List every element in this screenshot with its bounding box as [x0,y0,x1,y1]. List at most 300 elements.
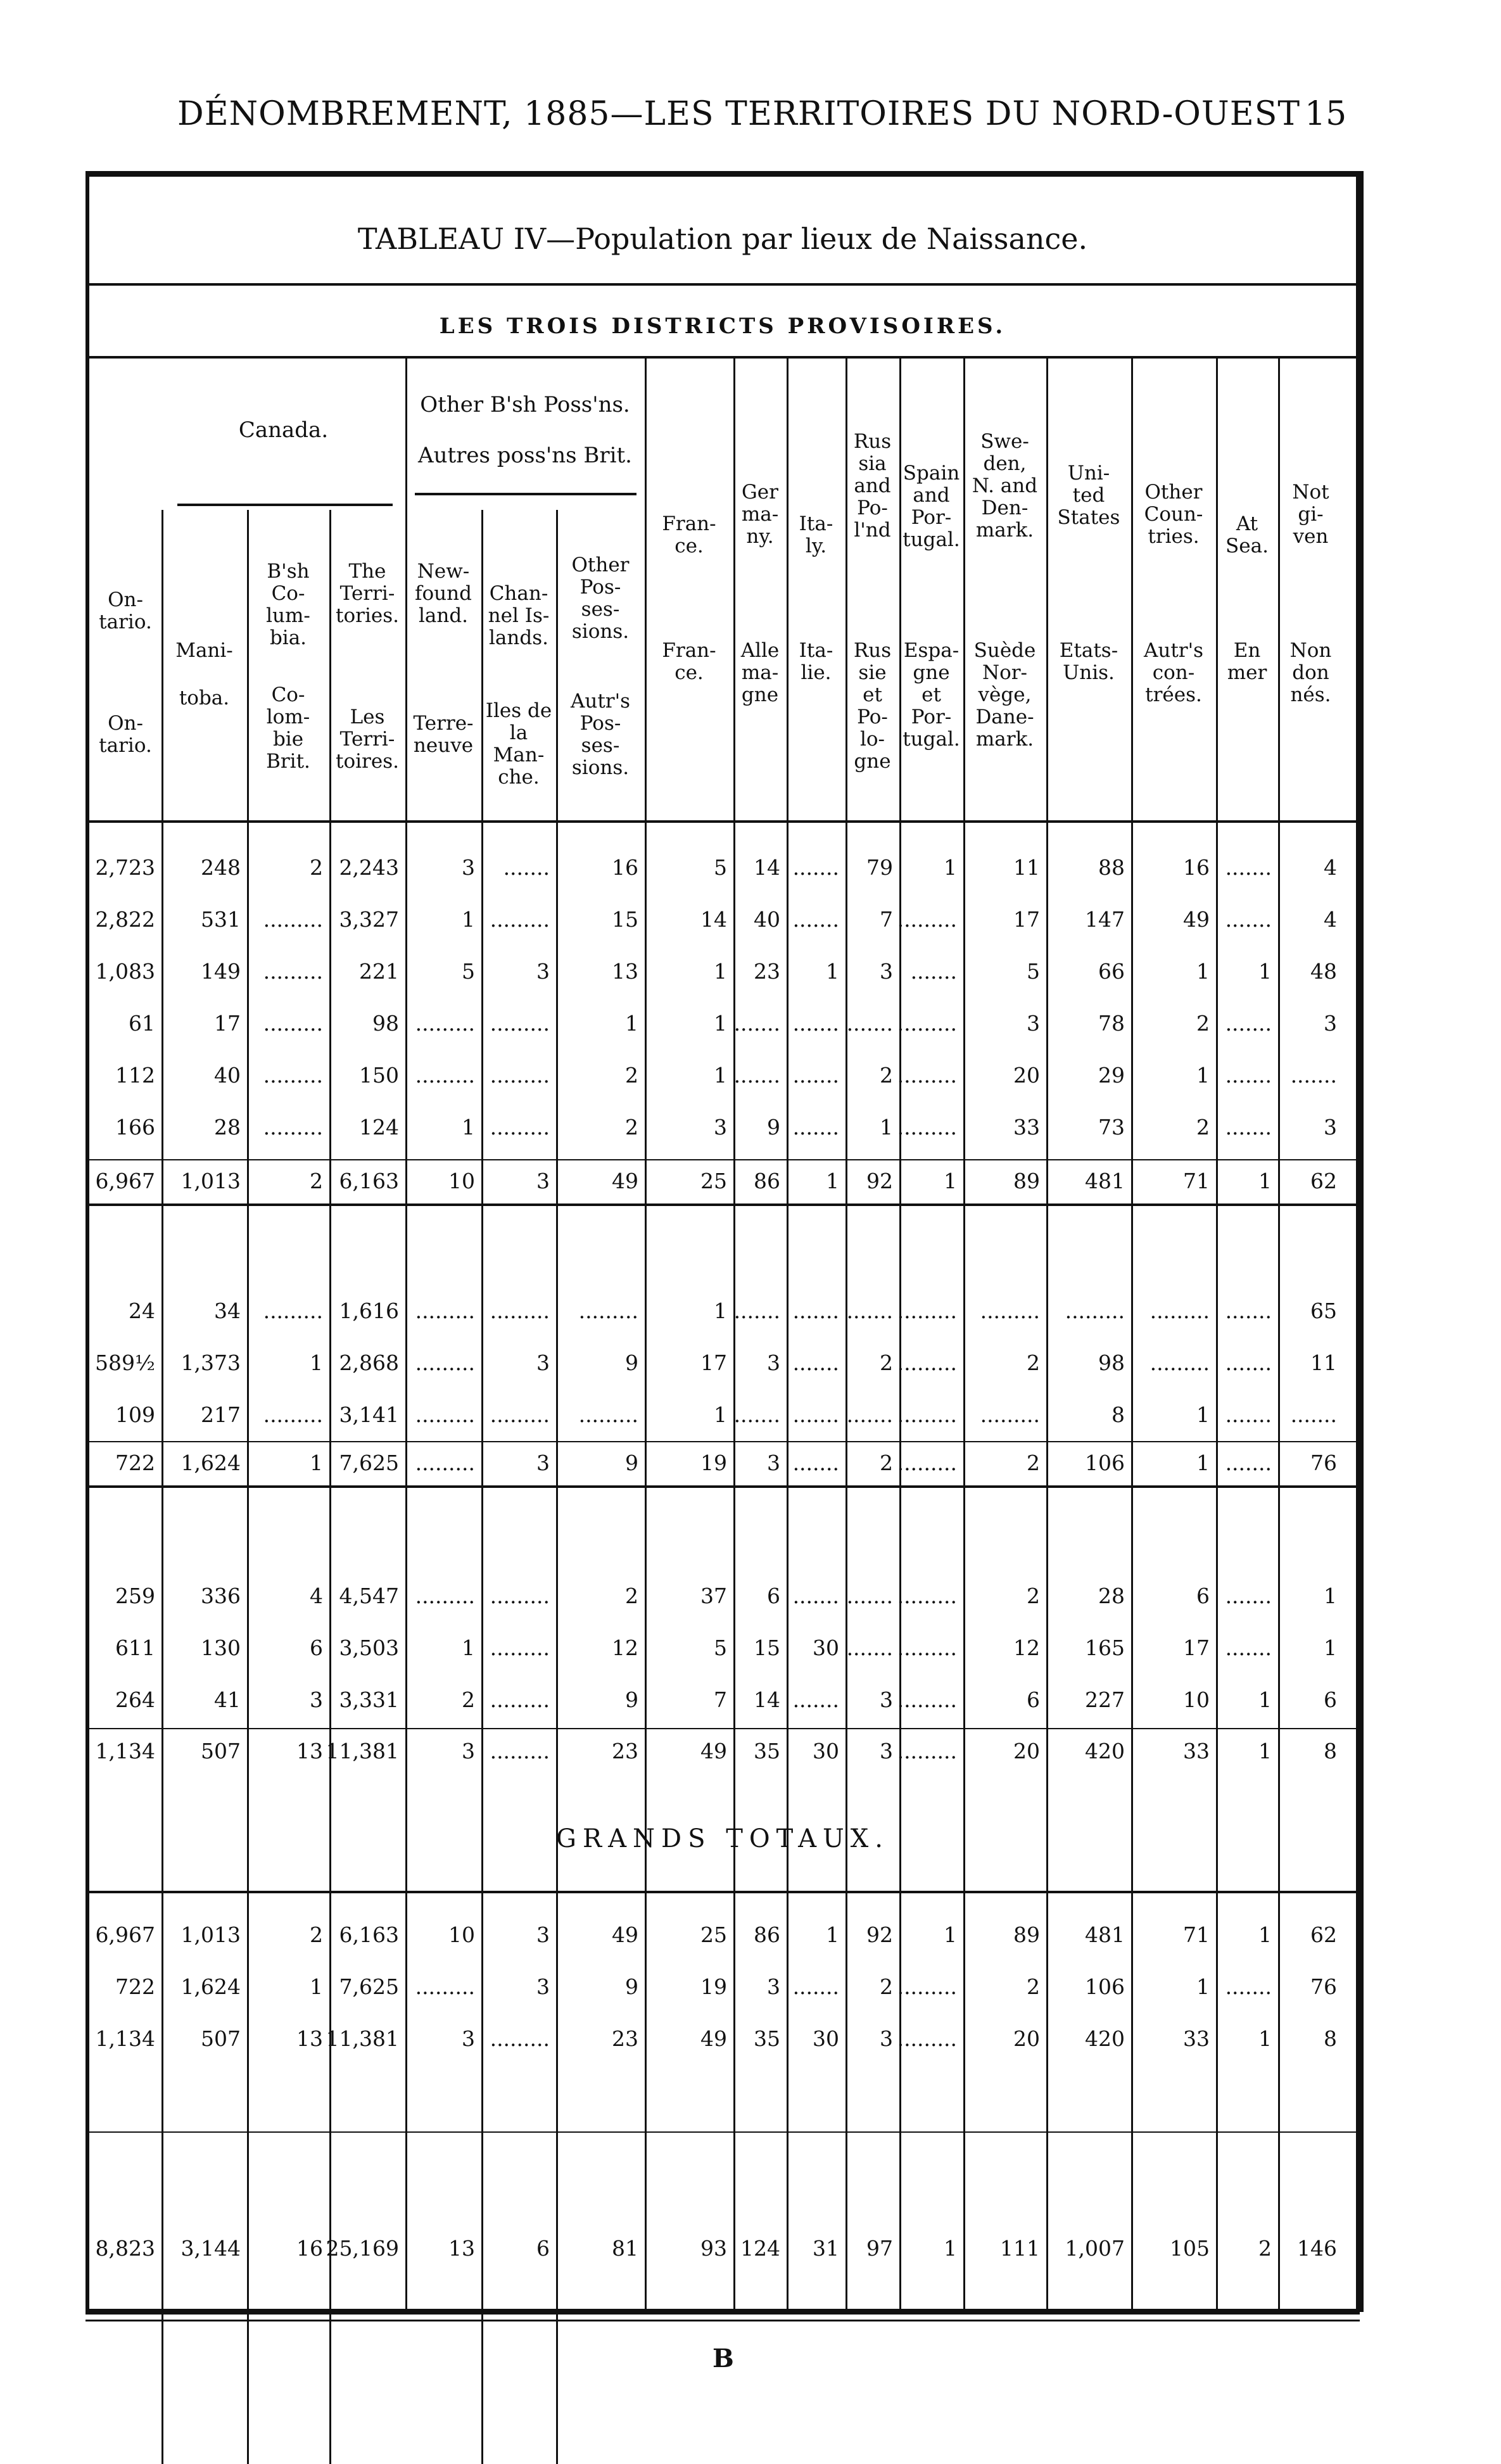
table-cell: 10 [1183,1687,1210,1712]
table-cell: 5 [462,959,475,984]
table-cell: 2 [310,1169,323,1193]
table-cell: 35 [754,2026,780,2051]
table-cell: 420 [1085,1739,1125,1763]
table-cell: 15 [612,907,638,932]
table-cell: 3,144 [180,2236,241,2261]
table-cell: ......... [980,1402,1040,1427]
table-cell: ......... [490,907,550,932]
table-cell: ....... [792,1584,839,1608]
table-cell: 7 [714,1687,727,1712]
table-cell: 2 [462,1687,475,1712]
table-cell: 88 [1098,855,1125,880]
table-cell: 28 [214,1115,241,1140]
table-cell: 25 [700,1169,727,1193]
table-cell: 2 [310,1922,323,1947]
table-cell: ....... [846,1584,893,1608]
table-cell: 12 [612,1635,638,1660]
column-header-en: Spain and Por- tugal. [902,462,960,551]
column-divider [1046,359,1048,2313]
page-header [0,95,1501,146]
table-cell: 4,547 [339,1584,399,1608]
table-cell: ......... [263,1299,323,1323]
table-cell: 1 [944,855,957,880]
table-cell: ......... [1065,1299,1125,1323]
table-cell: 2 [1027,1350,1040,1375]
table-cell: 3 [536,1350,550,1375]
table-cell: 2 [310,855,323,880]
table-cell: 11 [1310,1350,1337,1375]
column-header-fr: En mer [1227,639,1267,684]
table-cell: ......... [1150,1299,1210,1323]
column-header-en: Chan- nel Is- lands. [488,582,550,649]
table-cell: 2 [880,1350,893,1375]
table-cell: 30 [813,1739,839,1763]
table-cell: 9 [625,1687,638,1712]
table-cell: ....... [792,1974,839,1999]
table-cell: ....... [792,907,839,932]
table-cell: 98 [372,1011,399,1036]
table-cell: 264 [115,1687,155,1712]
table-cell: 30 [813,1635,839,1660]
table-cell: 6,163 [339,1922,399,1947]
table-cell: 92 [866,1922,893,1947]
table-cell: ......... [490,1299,550,1323]
table-cell: 2 [1027,1974,1040,1999]
table-cell: ......... [415,1063,475,1088]
column-divider [645,359,647,2313]
bottom-rule-thin [86,2320,1360,2321]
table-cell: ....... [792,1402,839,1427]
horizontal-rule [86,2131,1360,2133]
table-cell: 41 [214,1687,241,1712]
table-cell: 146 [1297,2236,1337,2261]
table-cell: 124 [740,2236,780,2261]
table-cell: ......... [263,907,323,932]
table-cell: 3 [767,1350,780,1375]
table-cell: 1 [1196,1974,1210,1999]
table-cell: ....... [503,855,550,880]
table-cell: ......... [263,1115,323,1140]
table-cell: ......... [263,1011,323,1036]
table-cell: 2 [880,1451,893,1475]
column-header-en: Other Coun- tries. [1144,481,1203,548]
table-cell: ......... [490,2026,550,2051]
table-cell: 92 [866,1169,893,1193]
table-cell: 33 [1183,2026,1210,2051]
table-cell: 166 [115,1115,155,1140]
table-cell: ......... [415,1451,475,1475]
table-cell: ....... [792,1451,839,1475]
table-cell: ......... [490,1584,550,1608]
table-cell: 16 [612,855,638,880]
table-cell: 124 [359,1115,399,1140]
table-cell: 611 [115,1635,155,1660]
table-cell: 2,822 [95,907,155,932]
signature-mark: B [712,2344,734,2373]
table-cell: 14 [754,1687,780,1712]
table-cell: 15 [754,1635,780,1660]
table-cell: 3 [536,959,550,984]
table-cell: 17 [214,1011,241,1036]
table-cell: ....... [1290,1063,1337,1088]
table-cell: ....... [792,1011,839,1036]
table-cell: ......... [897,1974,957,1999]
column-divider [1131,359,1133,2313]
table-cell: 106 [1085,1451,1125,1475]
table-cell: 20 [1013,1739,1040,1763]
table-cell: ....... [846,1011,893,1036]
column-header-fr: Autr's con- trées. [1143,639,1204,706]
table-cell: 589½ [95,1350,155,1375]
table-cell: 1 [1324,1584,1337,1608]
table-cell: 40 [754,907,780,932]
table-cell: 3 [714,1115,727,1140]
table-cell: 3 [536,1974,550,1999]
table-cell: 481 [1085,1169,1125,1193]
title-rule [86,283,1360,286]
table-cell: ....... [733,1063,780,1088]
table-cell: 97 [866,2236,893,2261]
column-divider [1216,359,1218,2313]
table-cell: 49 [612,1922,638,1947]
table-cell: ....... [1225,1350,1272,1375]
table-cell: 248 [201,855,241,880]
table-cell: 481 [1085,1922,1125,1947]
group-canada: Canada. [238,417,329,443]
table-cell: ....... [792,1115,839,1140]
column-header-fr: Rus sie et Po- lo- gne [853,639,892,773]
table-cell: 6 [310,1635,323,1660]
table-cell: ....... [792,1299,839,1323]
table-cell: ....... [792,855,839,880]
table-cell: 33 [1183,1739,1210,1763]
table-cell: 6 [1027,1687,1040,1712]
table-cell: 76 [1310,1451,1337,1475]
table-cell: 4 [1324,855,1337,880]
table-cell: 259 [115,1584,155,1608]
table-cell: 1,134 [95,2026,155,2051]
table-cell: 13 [448,2236,475,2261]
column-header-fr: Les Terri- toires. [336,706,399,773]
table-cell: 217 [201,1402,241,1427]
table-cell: 3 [310,1687,323,1712]
table-cell: 20 [1013,1063,1040,1088]
table-cell: 19 [700,1974,727,1999]
table-cell: ....... [1225,1584,1272,1608]
table-cell: 3 [536,1169,550,1193]
table-cell: 1 [880,1115,893,1140]
column-header-fr: Suède Nor- vège, Dane- mark. [973,639,1036,751]
column-header-en: Mani- [175,639,233,662]
table-cell: 1 [1258,2026,1272,2051]
table-cell: ......... [897,1350,957,1375]
table-cell: 507 [201,1739,241,1763]
table-cell: ......... [980,1299,1040,1323]
column-header-en: Not gi- ven [1292,481,1329,548]
table-cell: 1,007 [1065,2236,1125,2261]
column-header-en: The Terri- tories. [336,560,399,627]
table-cell: 1 [1196,1451,1210,1475]
canada-brace [177,504,393,506]
table-cell: ......... [263,959,323,984]
table-cell: ......... [263,1402,323,1427]
table-cell: 89 [1013,1922,1040,1947]
table-cell: ......... [897,1635,957,1660]
table-cell: 9 [625,1350,638,1375]
table-cell: 23 [612,1739,638,1763]
table-cell: 2 [1196,1011,1210,1036]
table-cell: 65 [1310,1299,1337,1323]
table-cell: 3 [462,1739,475,1763]
column-divider [1278,359,1280,2313]
table-cell: 23 [754,959,780,984]
table-cell: ....... [910,959,957,984]
table-cell: ......... [897,1584,957,1608]
table-cell: 1 [1196,959,1210,984]
table-cell: 6,967 [95,1169,155,1193]
table-cell: 8 [1324,1739,1337,1763]
table-cell: 7,625 [339,1451,399,1475]
column-header-fr: Non don nés. [1289,639,1332,706]
column-divider [846,359,847,2313]
table-cell: 71 [1183,1169,1210,1193]
table-cell: 3 [880,959,893,984]
table-cell: 25,169 [326,2236,399,2261]
table-cell: 1 [1258,1169,1272,1193]
column-header-fr: toba. [179,687,230,709]
column-divider [899,359,901,2313]
table-cell: 61 [129,1011,155,1036]
table-cell: ....... [1225,1115,1272,1140]
table-cell: 14 [700,907,727,932]
column-header-en: New- found land. [415,560,472,627]
table-cell: 86 [754,1922,780,1947]
table-cell: 71 [1183,1922,1210,1947]
table-cell: ......... [490,1739,550,1763]
column-header-en: Swe- den, N. and Den- mark. [972,430,1038,542]
table-cell: 17 [1183,1635,1210,1660]
table-cell: ....... [1225,855,1272,880]
table-cell: ......... [897,1011,957,1036]
table-cell: ....... [846,1635,893,1660]
table-cell: 34 [214,1299,241,1323]
table-cell: 2 [1196,1115,1210,1140]
table-cell: 10 [448,1922,475,1947]
brit-brace [415,493,636,495]
table-cell: 2 [625,1584,638,1608]
bottom-rule [86,2309,1360,2315]
running-title: DÉNOMBREMENT, 1885—LES TERRITOIRES DU NORD-OUEST [177,95,1301,133]
table-cell: 6 [1196,1584,1210,1608]
table-cell: 150 [359,1063,399,1088]
table-cell: 49 [700,2026,727,2051]
table-cell: 49 [612,1169,638,1193]
table-cell: 9 [625,1451,638,1475]
table-cell: ......... [897,1115,957,1140]
table-cell: ....... [846,1299,893,1323]
table-cell: ......... [415,1350,475,1375]
column-header-fr: Etats- Unis. [1059,639,1118,684]
table-cell: ......... [897,1739,957,1763]
table-cell: 33 [1013,1115,1040,1140]
column-header-fr: Autr's Pos- ses- sions. [570,690,631,779]
table-cell: 1,624 [180,1974,241,1999]
table-cell: 8 [1324,2026,1337,2051]
table-cell: 66 [1098,959,1125,984]
table-cell: 531 [201,907,241,932]
table-cell: 3 [880,2026,893,2051]
table-cell: 1 [462,1115,475,1140]
table-cell: ......... [897,1299,957,1323]
table-cell: 29 [1098,1063,1125,1088]
table-cell: 1 [1258,959,1272,984]
table-title: TABLEAU IV—Population par lieux de Naissance. [357,222,1088,256]
table-cell: ......... [415,1011,475,1036]
table-cell: 1 [1258,1922,1272,1947]
table-cell: 81 [612,2236,638,2261]
table-cell: ......... [490,1402,550,1427]
table-cell: 13 [612,959,638,984]
horizontal-rule [86,1728,1360,1729]
header-rule [86,356,1360,359]
table-cell: 2 [880,1063,893,1088]
table-cell: 1,083 [95,959,155,984]
table-cell: 9 [625,1974,638,1999]
table-cell: 1 [944,1922,957,1947]
table-cell: 19 [700,1451,727,1475]
table-cell: 1 [826,1922,839,1947]
table-cell: 1 [944,1169,957,1193]
table-cell: 5 [714,1635,727,1660]
table-cell: ......... [490,1635,550,1660]
table-cell: 1 [714,1063,727,1088]
table-cell: ....... [1225,1011,1272,1036]
table-cell: 3 [1324,1011,1337,1036]
table-cell: 3 [462,855,475,880]
table-cell: 1 [826,959,839,984]
table-cell: ......... [578,1299,638,1323]
table-cell: 507 [201,2026,241,2051]
table-cell: 2,868 [339,1350,399,1375]
table-cell: 2 [625,1063,638,1088]
column-header-en: Fran- ce. [662,512,716,557]
table-cell: 35 [754,1739,780,1763]
column-header-en: Uni- ted States [1057,462,1120,529]
table-cell: 40 [214,1063,241,1088]
table-cell: ....... [1225,1635,1272,1660]
table-cell: 1 [462,907,475,932]
table-cell: 3,331 [339,1687,399,1712]
table-cell: 25 [700,1922,727,1947]
table-cell: 1 [1196,1402,1210,1427]
table-cell: ......... [490,1011,550,1036]
table-cell: 722 [115,1451,155,1475]
group-other-brit-en: Other B'sh Poss'ns. [420,392,630,417]
table-cell: 722 [115,1974,155,1999]
column-header-en: On- tario. [99,588,152,633]
column-header-en: Ger ma- ny. [741,481,779,548]
table-cell: ....... [1225,1974,1272,1999]
table-cell: 6,163 [339,1169,399,1193]
table-cell: ......... [415,1299,475,1323]
grand-totals-label: GRANDS TOTAUX. [556,1824,889,1853]
table-cell: 13 [296,2026,323,2051]
horizontal-rule [86,1891,1360,1893]
table-cell: 1 [625,1011,638,1036]
table-cell: 16 [296,2236,323,2261]
table-cell: 6 [1324,1687,1337,1712]
column-header-en: Ita- ly. [799,512,833,557]
column-divider [787,359,788,2313]
table-cell: 105 [1170,2236,1210,2261]
table-cell: 49 [700,1739,727,1763]
table-cell: 2 [1027,1451,1040,1475]
table-cell: 14 [754,855,780,880]
table-cell: 73 [1098,1115,1125,1140]
table-cell: 165 [1085,1635,1125,1660]
table-cell: ....... [792,1063,839,1088]
table-cell: ......... [897,1402,957,1427]
table-cell: 48 [1310,959,1337,984]
table-cell: 1 [714,1299,727,1323]
table-cell: ....... [733,1402,780,1427]
table-cell: 336 [201,1584,241,1608]
table-cell: 23 [612,2026,638,2051]
table-cell: 9 [767,1115,780,1140]
column-header-fr: Fran- ce. [662,639,716,684]
table-cell: ......... [415,1974,475,1999]
table-cell: ......... [415,1402,475,1427]
table-cell: 3 [536,1922,550,1947]
table-cell: 112 [115,1063,155,1088]
table-cell: 2,243 [339,855,399,880]
column-divider [733,359,735,2313]
table-cell: ....... [1225,1402,1272,1427]
table-cell: 109 [115,1402,155,1427]
column-header-en: At Sea. [1226,512,1269,557]
table-cell: 3 [1324,1115,1337,1140]
table-cell: 12 [1013,1635,1040,1660]
table-subtitle: LES TROIS DISTRICTS PROVISOIRES. [439,314,1006,339]
table-cell: 111 [1000,2236,1040,2261]
table-cell: 8,823 [95,2236,155,2261]
table-cell: 89 [1013,1169,1040,1193]
column-header-fr: On- tario. [99,712,152,757]
column-header-en: Rus sia and Po- l'nd [853,430,892,542]
table-cell: 1,134 [95,1739,155,1763]
table-cell: 1 [310,1350,323,1375]
column-header-fr: Terre- neuve [413,712,474,757]
table-cell: ....... [846,1402,893,1427]
table-cell: 1,373 [180,1350,241,1375]
table-cell: 3 [462,2026,475,2051]
table-cell: 2,723 [95,855,155,880]
table-cell: ......... [490,1115,550,1140]
column-divider [405,359,407,2313]
table-cell: 3 [880,1687,893,1712]
horizontal-rule [86,1203,1360,1206]
table-cell: 11,381 [326,1739,399,1763]
table-cell: 6 [536,2236,550,2261]
table-cell: ......... [897,907,957,932]
column-header-en: B'sh Co- lum- bia. [266,560,310,649]
table-cell: ......... [263,1063,323,1088]
table-cell: ......... [490,1687,550,1712]
table-cell: 28 [1098,1584,1125,1608]
table-cell: 2 [1027,1584,1040,1608]
column-header-fr: Espa- gne et Por- tugal. [902,639,960,751]
table-cell: 3,503 [339,1635,399,1660]
